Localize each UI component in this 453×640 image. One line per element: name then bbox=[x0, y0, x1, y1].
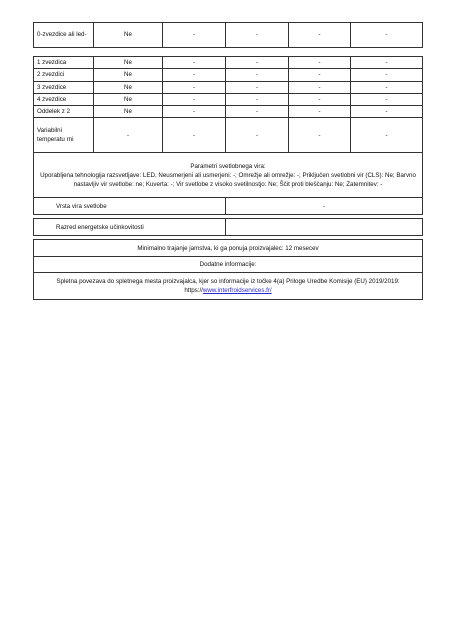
table-cell: - bbox=[163, 106, 226, 118]
warranty-row bbox=[34, 240, 423, 257]
table-row bbox=[34, 23, 423, 48]
table-cell: - bbox=[351, 106, 423, 118]
light-source-type-value: - bbox=[226, 198, 423, 215]
product-table bbox=[33, 22, 423, 300]
additional-info-row bbox=[34, 257, 423, 273]
weblink-text: Spletna povezava do spletnega mesta proizvajalca, kjer so informacije iz točke 4(a) Priloge Uredbe Komisije (EU) 2019/2019: https:// bbox=[56, 278, 400, 295]
table-cell: Ne bbox=[94, 93, 163, 105]
light-source-type-label: Vrsta vira svetlobe bbox=[34, 198, 226, 215]
table-cell: Ne bbox=[94, 57, 163, 69]
table-cell: - bbox=[226, 23, 289, 48]
table-cell: Ne bbox=[94, 23, 163, 48]
table-cell: - bbox=[226, 69, 289, 81]
warranty-text: Minimalno trajanje jamstva, ki ga ponuja proizvajalec: 12 mesecev bbox=[34, 240, 423, 257]
table-cell: - bbox=[289, 57, 351, 69]
table-cell: - bbox=[163, 23, 226, 48]
table-row bbox=[34, 93, 423, 105]
table-cell: Ne bbox=[94, 69, 163, 81]
table-cell: - bbox=[351, 69, 423, 81]
table-cell: - bbox=[163, 69, 226, 81]
table-row bbox=[34, 81, 423, 93]
table-row bbox=[34, 69, 423, 81]
parameters-text: Uporabljena tehnologija razsvetljave: LED, Neusmerjeni ali usmerjeni: -; Omrežje ali omrežje: -; Priključen svetlobni vir (CLS): Ne; Barvno nastavljiv vir svetlobe: ne; Kuverta: -; Vir svetlobe z visoko svetilnostjo: Ne; Ščit proti bleščanju: Ne; Zatemnitev: - bbox=[40, 171, 416, 189]
energy-class-label: Razred energetske učinkovitosti bbox=[34, 219, 226, 236]
table-cell: - bbox=[163, 93, 226, 105]
table-row bbox=[34, 118, 423, 153]
table-cell: - bbox=[351, 81, 423, 93]
table-cell: - bbox=[351, 93, 423, 105]
table-cell: - bbox=[226, 106, 289, 118]
row-spacer bbox=[34, 48, 423, 57]
table-cell: - bbox=[226, 81, 289, 93]
table-cell: - bbox=[289, 106, 351, 118]
table-cell: - bbox=[226, 57, 289, 69]
table-cell: - bbox=[94, 118, 163, 153]
parameters-title: Parametri svetlobnega vira: bbox=[190, 162, 266, 170]
table-cell: - bbox=[289, 69, 351, 81]
table-row bbox=[34, 106, 423, 118]
table-cell: - bbox=[163, 118, 226, 153]
row-label: 4 zvezdice bbox=[34, 93, 94, 105]
additional-info-text: Dodatne informacije: bbox=[34, 257, 423, 273]
table-row bbox=[34, 57, 423, 69]
table-cell: - bbox=[226, 93, 289, 105]
row-label: 3 zvezdice bbox=[34, 81, 94, 93]
table-cell: - bbox=[351, 23, 423, 48]
table-cell: - bbox=[351, 118, 423, 153]
product-information-sheet bbox=[33, 22, 422, 300]
table-cell: Ne bbox=[94, 106, 163, 118]
table-cell: Ne bbox=[94, 81, 163, 93]
table-cell: - bbox=[163, 81, 226, 93]
energy-class-value bbox=[226, 219, 423, 236]
manufacturer-link[interactable]: www.interfroidservices.fr/ bbox=[202, 287, 272, 295]
row-label: Oddelek z 2 bbox=[34, 106, 94, 118]
table-cell: - bbox=[226, 118, 289, 153]
table-cell: - bbox=[289, 118, 351, 153]
table-cell: - bbox=[289, 23, 351, 48]
table-cell: - bbox=[163, 57, 226, 69]
table-cell: - bbox=[289, 81, 351, 93]
table-cell: - bbox=[351, 57, 423, 69]
energy-class-row bbox=[34, 219, 423, 236]
row-label: 2 zvezdici bbox=[34, 69, 94, 81]
light-source-parameters bbox=[34, 153, 423, 198]
weblink-row bbox=[34, 273, 423, 300]
row-label: Variabilni temperatu rni bbox=[34, 118, 94, 153]
light-source-type-row bbox=[34, 198, 423, 215]
row-label: 0-zvezdice ali led- bbox=[34, 23, 94, 48]
row-label: 1 zvezdica bbox=[34, 57, 94, 69]
table-cell: - bbox=[289, 93, 351, 105]
